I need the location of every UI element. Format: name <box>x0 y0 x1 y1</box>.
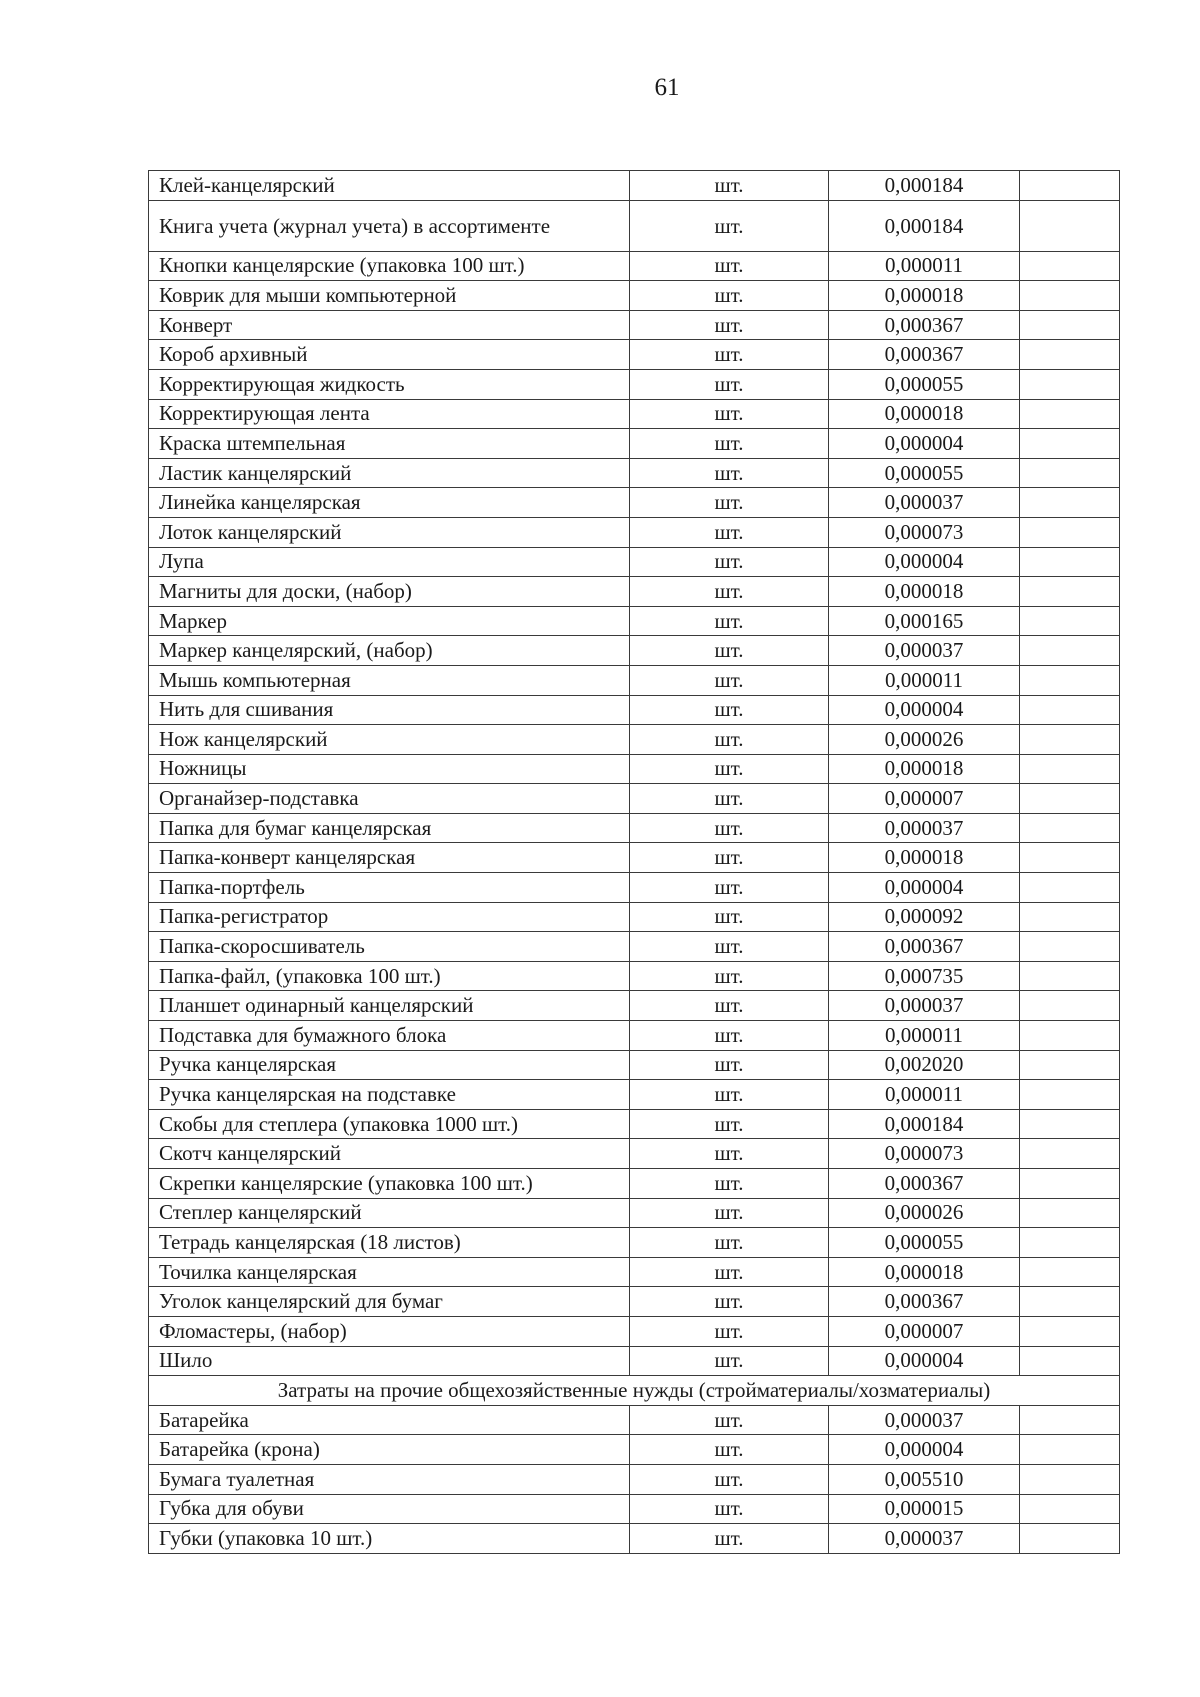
table-row <box>149 902 1120 932</box>
norm-cell: 0,000367 <box>829 340 1020 370</box>
item-name-cell: Скобы для степлера (упаковка 1000 шт.) <box>149 1109 630 1139</box>
table-row <box>149 1405 1120 1435</box>
empty-cell <box>1020 873 1120 903</box>
empty-cell <box>1020 458 1120 488</box>
table-row <box>149 1346 1120 1376</box>
table-row <box>149 725 1120 755</box>
norm-cell: 0,000037 <box>829 1524 1020 1554</box>
empty-cell <box>1020 340 1120 370</box>
unit-cell: шт. <box>630 369 829 399</box>
unit-cell: шт. <box>630 902 829 932</box>
table-row <box>149 369 1120 399</box>
table-row <box>149 310 1120 340</box>
table-row <box>149 1524 1120 1554</box>
unit-cell: шт. <box>630 399 829 429</box>
unit-cell: шт. <box>630 1109 829 1139</box>
empty-cell <box>1020 991 1120 1021</box>
table-row <box>149 1435 1120 1465</box>
norm-cell: 0,000004 <box>829 695 1020 725</box>
unit-cell: шт. <box>630 1228 829 1258</box>
table-row <box>149 1050 1120 1080</box>
item-name-cell: Нить для сшивания <box>149 695 630 725</box>
table-row <box>149 171 1120 201</box>
table-row <box>149 1021 1120 1051</box>
empty-cell <box>1020 1169 1120 1199</box>
empty-cell <box>1020 547 1120 577</box>
norm-cell: 0,000037 <box>829 636 1020 666</box>
empty-cell <box>1020 1435 1120 1465</box>
empty-cell <box>1020 665 1120 695</box>
norm-cell: 0,000026 <box>829 725 1020 755</box>
table-row <box>149 1464 1120 1494</box>
norm-cell: 0,000073 <box>829 1139 1020 1169</box>
norm-cell: 0,000018 <box>829 281 1020 311</box>
item-name-cell: Папка-регистратор <box>149 902 630 932</box>
empty-cell <box>1020 932 1120 962</box>
empty-cell <box>1020 577 1120 607</box>
item-name-cell: Тетрадь канцелярская (18 листов) <box>149 1228 630 1258</box>
table-row <box>149 636 1120 666</box>
empty-cell <box>1020 843 1120 873</box>
item-name-cell: Ластик канцелярский <box>149 458 630 488</box>
empty-cell <box>1020 310 1120 340</box>
empty-cell <box>1020 1080 1120 1110</box>
norm-cell: 0,000367 <box>829 1287 1020 1317</box>
norm-cell: 0,000004 <box>829 1346 1020 1376</box>
empty-cell <box>1020 636 1120 666</box>
unit-cell: шт. <box>630 429 829 459</box>
norm-cell: 0,000165 <box>829 606 1020 636</box>
item-name-cell: Коврик для мыши компьютерной <box>149 281 630 311</box>
item-name-cell: Степлер канцелярский <box>149 1198 630 1228</box>
norm-cell: 0,000011 <box>829 1080 1020 1110</box>
table-row <box>149 873 1120 903</box>
unit-cell: шт. <box>630 547 829 577</box>
empty-cell <box>1020 399 1120 429</box>
unit-cell: шт. <box>630 725 829 755</box>
item-name-cell: Бумага туалетная <box>149 1464 630 1494</box>
table-row <box>149 1080 1120 1110</box>
norm-cell: 0,000092 <box>829 902 1020 932</box>
table-row <box>149 577 1120 607</box>
item-name-cell: Мышь компьютерная <box>149 665 630 695</box>
norm-cell: 0,005510 <box>829 1464 1020 1494</box>
empty-cell <box>1020 429 1120 459</box>
unit-cell: шт. <box>630 665 829 695</box>
table-row <box>149 784 1120 814</box>
table-row <box>149 488 1120 518</box>
unit-cell: шт. <box>630 784 829 814</box>
norm-cell: 0,000026 <box>829 1198 1020 1228</box>
empty-cell <box>1020 784 1120 814</box>
unit-cell: шт. <box>630 843 829 873</box>
norm-cell: 0,000184 <box>829 171 1020 201</box>
unit-cell: шт. <box>630 340 829 370</box>
table-row <box>149 1109 1120 1139</box>
norm-cell: 0,000018 <box>829 399 1020 429</box>
empty-cell <box>1020 251 1120 281</box>
item-name-cell: Маркер <box>149 606 630 636</box>
empty-cell <box>1020 1287 1120 1317</box>
empty-cell <box>1020 725 1120 755</box>
norm-cell: 0,000004 <box>829 1435 1020 1465</box>
empty-cell <box>1020 1464 1120 1494</box>
unit-cell: шт. <box>630 1080 829 1110</box>
unit-cell: шт. <box>630 606 829 636</box>
empty-cell <box>1020 1021 1120 1051</box>
unit-cell: шт. <box>630 873 829 903</box>
unit-cell: шт. <box>630 695 829 725</box>
norm-cell: 0,000018 <box>829 754 1020 784</box>
empty-cell <box>1020 813 1120 843</box>
unit-cell: шт. <box>630 310 829 340</box>
empty-cell <box>1020 1316 1120 1346</box>
unit-cell: шт. <box>630 200 829 251</box>
norm-cell: 0,000735 <box>829 961 1020 991</box>
empty-cell <box>1020 1346 1120 1376</box>
item-name-cell: Батарейка <box>149 1405 630 1435</box>
norm-cell: 0,000004 <box>829 547 1020 577</box>
unit-cell: шт. <box>630 577 829 607</box>
table-row <box>149 1198 1120 1228</box>
table-row <box>149 1494 1120 1524</box>
norm-cell: 0,000055 <box>829 369 1020 399</box>
unit-cell: шт. <box>630 754 829 784</box>
item-name-cell: Корректирующая жидкость <box>149 369 630 399</box>
table-row <box>149 458 1120 488</box>
table-row <box>149 961 1120 991</box>
item-name-cell: Скрепки канцелярские (упаковка 100 шт.) <box>149 1169 630 1199</box>
unit-cell: шт. <box>630 961 829 991</box>
norm-cell: 0,000037 <box>829 991 1020 1021</box>
empty-cell <box>1020 488 1120 518</box>
unit-cell: шт. <box>630 636 829 666</box>
table-row <box>149 813 1120 843</box>
item-name-cell: Органайзер-подставка <box>149 784 630 814</box>
unit-cell: шт. <box>630 1435 829 1465</box>
section-heading: Затраты на прочие общехозяйственные нужды (стройматериалы/хозматериалы) <box>149 1376 1120 1406</box>
goods-table-body <box>149 171 1120 1554</box>
unit-cell: шт. <box>630 1169 829 1199</box>
empty-cell <box>1020 171 1120 201</box>
goods-table <box>148 170 1120 1554</box>
item-name-cell: Скотч канцелярский <box>149 1139 630 1169</box>
unit-cell: шт. <box>630 1287 829 1317</box>
norm-cell: 0,000037 <box>829 813 1020 843</box>
norm-cell: 0,000018 <box>829 843 1020 873</box>
empty-cell <box>1020 902 1120 932</box>
norm-cell: 0,000011 <box>829 665 1020 695</box>
item-name-cell: Папка-конверт канцелярская <box>149 843 630 873</box>
empty-cell <box>1020 1198 1120 1228</box>
norm-cell: 0,002020 <box>829 1050 1020 1080</box>
table-row <box>149 1257 1120 1287</box>
unit-cell: шт. <box>630 1524 829 1554</box>
unit-cell: шт. <box>630 488 829 518</box>
empty-cell <box>1020 1050 1120 1080</box>
norm-cell: 0,000004 <box>829 429 1020 459</box>
norm-cell: 0,000007 <box>829 784 1020 814</box>
empty-cell <box>1020 1139 1120 1169</box>
unit-cell: шт. <box>630 1257 829 1287</box>
item-name-cell: Ручка канцелярская <box>149 1050 630 1080</box>
item-name-cell: Папка для бумаг канцелярская <box>149 813 630 843</box>
table-row <box>149 251 1120 281</box>
unit-cell: шт. <box>630 1346 829 1376</box>
unit-cell: шт. <box>630 517 829 547</box>
unit-cell: шт. <box>630 1021 829 1051</box>
empty-cell <box>1020 1109 1120 1139</box>
item-name-cell: Подставка для бумажного блока <box>149 1021 630 1051</box>
unit-cell: шт. <box>630 1050 829 1080</box>
unit-cell: шт. <box>630 1405 829 1435</box>
table-row <box>149 695 1120 725</box>
item-name-cell: Батарейка (крона) <box>149 1435 630 1465</box>
unit-cell: шт. <box>630 251 829 281</box>
item-name-cell: Папка-портфель <box>149 873 630 903</box>
empty-cell <box>1020 1405 1120 1435</box>
table-row <box>149 932 1120 962</box>
item-name-cell: Губка для обуви <box>149 1494 630 1524</box>
table-row <box>149 991 1120 1021</box>
section-heading-row <box>149 1376 1120 1406</box>
table-row <box>149 1139 1120 1169</box>
item-name-cell: Книга учета (журнал учета) в ассортименте <box>149 200 630 251</box>
norm-cell: 0,000037 <box>829 1405 1020 1435</box>
item-name-cell: Планшет одинарный канцелярский <box>149 991 630 1021</box>
table-row <box>149 340 1120 370</box>
table-row <box>149 200 1120 251</box>
table-row <box>149 606 1120 636</box>
empty-cell <box>1020 606 1120 636</box>
item-name-cell: Короб архивный <box>149 340 630 370</box>
norm-cell: 0,000004 <box>829 873 1020 903</box>
item-name-cell: Ручка канцелярская на подставке <box>149 1080 630 1110</box>
table-row <box>149 547 1120 577</box>
unit-cell: шт. <box>630 1316 829 1346</box>
item-name-cell: Линейка канцелярская <box>149 488 630 518</box>
norm-cell: 0,000367 <box>829 1169 1020 1199</box>
unit-cell: шт. <box>630 932 829 962</box>
empty-cell <box>1020 754 1120 784</box>
table-row <box>149 754 1120 784</box>
item-name-cell: Шило <box>149 1346 630 1376</box>
empty-cell <box>1020 281 1120 311</box>
table-row <box>149 429 1120 459</box>
table-row <box>149 1228 1120 1258</box>
unit-cell: шт. <box>630 813 829 843</box>
unit-cell: шт. <box>630 1464 829 1494</box>
table-row <box>149 1287 1120 1317</box>
norm-cell: 0,000015 <box>829 1494 1020 1524</box>
norm-cell: 0,000073 <box>829 517 1020 547</box>
unit-cell: шт. <box>630 281 829 311</box>
norm-cell: 0,000367 <box>829 932 1020 962</box>
item-name-cell: Фломастеры, (набор) <box>149 1316 630 1346</box>
norm-cell: 0,000367 <box>829 310 1020 340</box>
item-name-cell: Лупа <box>149 547 630 577</box>
norm-cell: 0,000007 <box>829 1316 1020 1346</box>
table-row <box>149 843 1120 873</box>
item-name-cell: Корректирующая лента <box>149 399 630 429</box>
page-number: 61 <box>654 74 680 101</box>
item-name-cell: Нож канцелярский <box>149 725 630 755</box>
unit-cell: шт. <box>630 1494 829 1524</box>
item-name-cell: Кнопки канцелярские (упаковка 100 шт.) <box>149 251 630 281</box>
table-row <box>149 399 1120 429</box>
item-name-cell: Клей-канцелярский <box>149 171 630 201</box>
norm-cell: 0,000011 <box>829 1021 1020 1051</box>
norm-cell: 0,000055 <box>829 1228 1020 1258</box>
item-name-cell: Папка-файл, (упаковка 100 шт.) <box>149 961 630 991</box>
table-row <box>149 1169 1120 1199</box>
unit-cell: шт. <box>630 1198 829 1228</box>
table-row <box>149 665 1120 695</box>
item-name-cell: Лоток канцелярский <box>149 517 630 547</box>
item-name-cell: Ножницы <box>149 754 630 784</box>
empty-cell <box>1020 200 1120 251</box>
item-name-cell: Маркер канцелярский, (набор) <box>149 636 630 666</box>
empty-cell <box>1020 1228 1120 1258</box>
unit-cell: шт. <box>630 171 829 201</box>
unit-cell: шт. <box>630 991 829 1021</box>
norm-cell: 0,000011 <box>829 251 1020 281</box>
empty-cell <box>1020 1494 1120 1524</box>
item-name-cell: Папка-скоросшиватель <box>149 932 630 962</box>
norm-cell: 0,000037 <box>829 488 1020 518</box>
item-name-cell: Краска штемпельная <box>149 429 630 459</box>
item-name-cell: Уголок канцелярский для бумаг <box>149 1287 630 1317</box>
unit-cell: шт. <box>630 458 829 488</box>
item-name-cell: Точилка канцелярская <box>149 1257 630 1287</box>
table-row <box>149 517 1120 547</box>
norm-cell: 0,000018 <box>829 577 1020 607</box>
norm-cell: 0,000055 <box>829 458 1020 488</box>
empty-cell <box>1020 369 1120 399</box>
empty-cell <box>1020 1524 1120 1554</box>
empty-cell <box>1020 961 1120 991</box>
norm-cell: 0,000184 <box>829 200 1020 251</box>
norm-cell: 0,000018 <box>829 1257 1020 1287</box>
table-row <box>149 281 1120 311</box>
empty-cell <box>1020 1257 1120 1287</box>
item-name-cell: Конверт <box>149 310 630 340</box>
table-row <box>149 1316 1120 1346</box>
unit-cell: шт. <box>630 1139 829 1169</box>
empty-cell <box>1020 517 1120 547</box>
item-name-cell: Магниты для доски, (набор) <box>149 577 630 607</box>
item-name-cell: Губки (упаковка 10 шт.) <box>149 1524 630 1554</box>
norm-cell: 0,000184 <box>829 1109 1020 1139</box>
empty-cell <box>1020 695 1120 725</box>
